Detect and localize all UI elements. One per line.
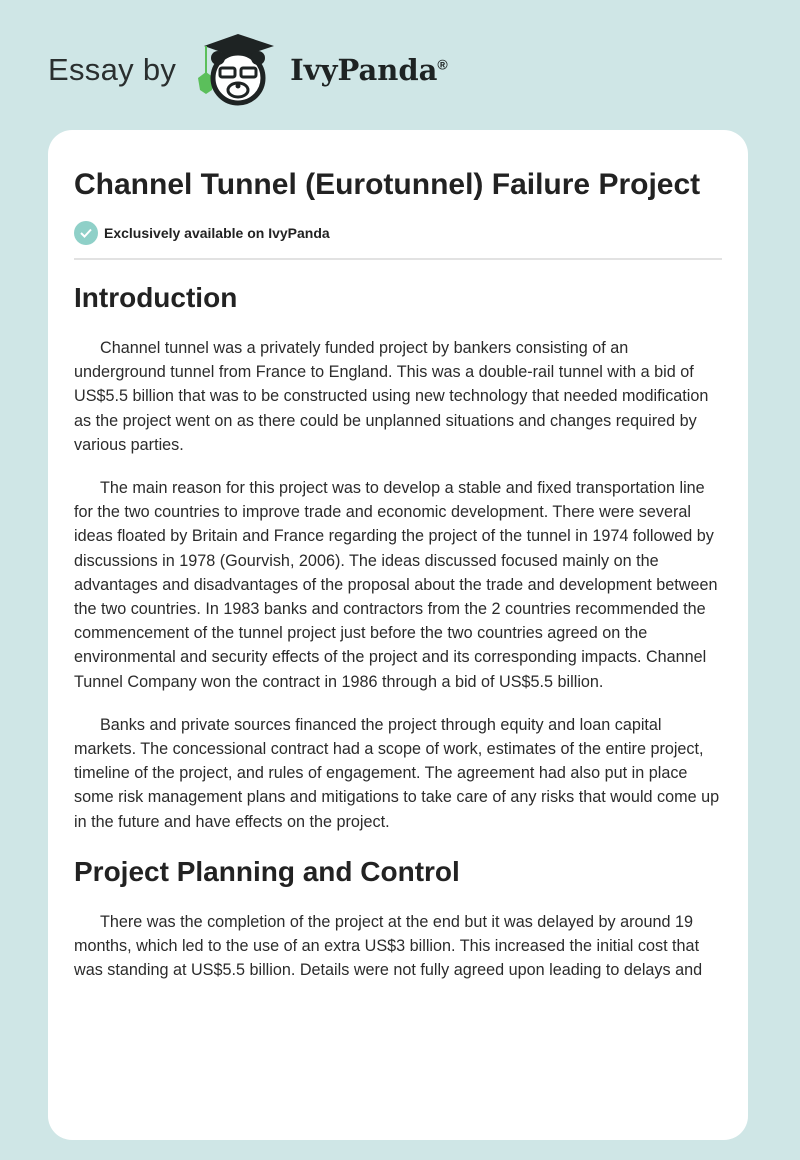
paragraph: There was the completion of the project at the end but it was delayed by around 19 months, which led to the use of an extra US$3 billion. This increased the initial cost that was standing at US$5.5 billion. Details were not fully agreed upon leading to delays and: [74, 912, 703, 980]
brand-text: IvyPanda: [290, 53, 438, 87]
divider: [74, 258, 722, 260]
section-heading: Introduction: [74, 282, 238, 313]
exclusive-badge: [74, 221, 722, 245]
site-header: [48, 30, 448, 110]
paragraph: The main reason for this project was to develop a stable and fixed transportation line for the two countries to improve trade and economic development. There were several ideas floated by Britain and France regarding the project of the tunnel in 1974 followed by discussions in 1978 (Gourvish, 2006). The ideas discussed focused mainly on the advantages and disadvantages of the proposal about the trade and development between the two countries. In 1983 banks and contractors from the 2 countries recommended the commencement of the tunnel project just before the two countries agreed on the environmental and security effects of the project and its corresponding impacts. Channel Tunnel Company won the contract in 1986 through a bid of US$5.5 billion.: [74, 479, 718, 691]
section-heading: Project Planning and Control: [74, 855, 460, 887]
paragraph: Banks and private sources financed the project through equity and loan capital markets. The concessional contract had a scope of work, estimates of the entire project, timeline of the project, and rules of engagement. The agreement had also put in place some risk management plans and mitigations to take care of any risks that would come up in the future and have effects on the project.: [74, 715, 720, 831]
ivypanda-logo-icon[interactable]: [194, 32, 282, 108]
page-title: Channel Tunnel (Eurotunnel) Failure Project: [74, 168, 701, 201]
essay-card: [48, 130, 748, 1140]
brand-name[interactable]: [290, 53, 448, 87]
exclusive-label: Exclusively available on IvyPanda: [104, 225, 330, 241]
essay-by-label: Essay by: [48, 52, 177, 87]
paragraph: Channel tunnel was a privately funded project by bankers consisting of an underground tunnel from France to England. This was a double-rail tunnel with a bid of US$5.5 billion that was to be constructed using new technology that needed modification as the project went on as there could be unplanned situations and changes required by various parties.: [74, 339, 709, 454]
check-icon: [74, 221, 98, 245]
registered-mark: ®: [437, 56, 448, 73]
